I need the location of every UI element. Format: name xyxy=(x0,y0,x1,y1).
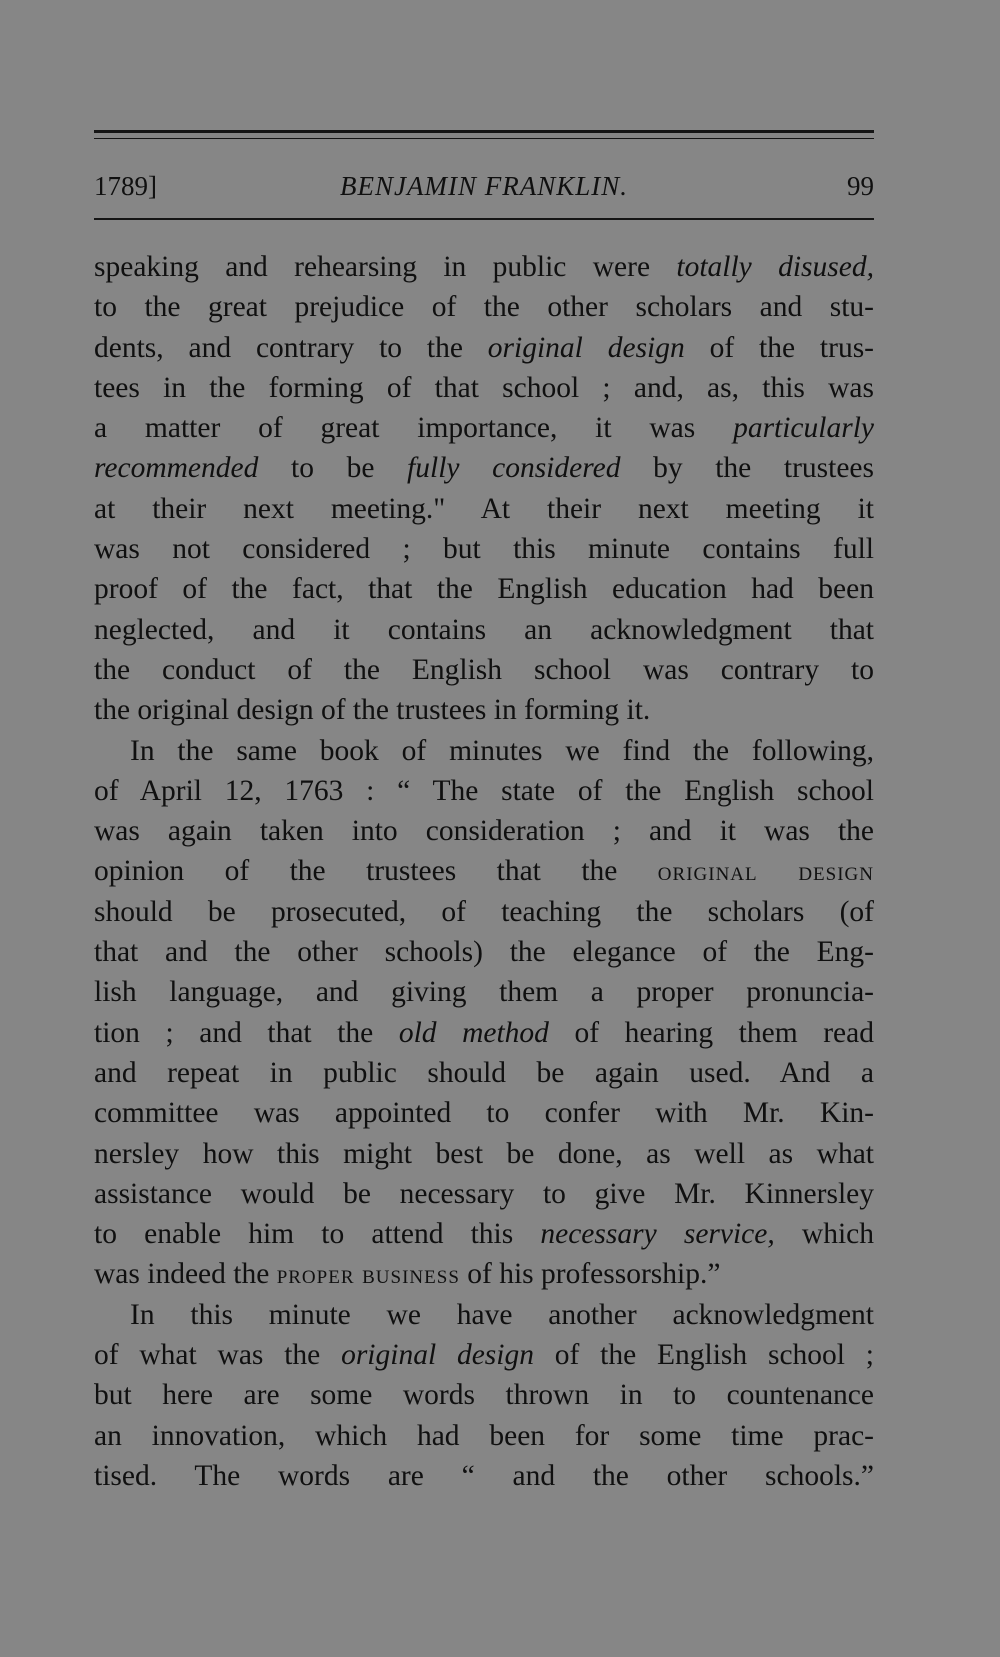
italic-text: old method xyxy=(398,1016,549,1049)
line-text: that and the other schools) the elegance of the Eng- xyxy=(94,936,874,969)
text-line xyxy=(94,610,874,650)
text-line xyxy=(94,569,874,609)
line-text: opinion of the trustees that the xyxy=(94,855,658,888)
line-text: speaking and rehearsing in public were xyxy=(94,251,677,283)
line-text: by the trustees xyxy=(620,452,874,485)
text-line xyxy=(94,1053,874,1093)
line-text: assistance would be necessary to give Mr. Kinnersley xyxy=(94,1177,874,1210)
text-line xyxy=(94,851,874,891)
line-text: tion ; and that the xyxy=(94,1016,399,1049)
text-line xyxy=(94,972,874,1012)
italic-text: original design xyxy=(487,331,685,364)
text-line xyxy=(94,1254,874,1294)
line-text: an innovation, which had been for some time prac- xyxy=(94,1419,874,1452)
line-text: In the same book of minutes we find the following, xyxy=(130,734,874,767)
line-text: of April 12, 1763 : “ The state of the English school xyxy=(94,774,874,807)
running-head-title: BENJAMIN FRANKLIN. xyxy=(340,171,628,201)
line-text: should be prosecuted, of teaching the scholars (of xyxy=(94,895,874,928)
line-text: lish language, and giving them a proper pronuncia- xyxy=(94,976,874,1009)
text-line xyxy=(94,1416,874,1456)
text-line xyxy=(94,650,874,690)
text-line xyxy=(94,892,874,932)
line-text: to be xyxy=(258,452,408,485)
italic-text: particularly xyxy=(733,412,874,445)
text-line xyxy=(94,1134,874,1174)
line-text: was indeed the xyxy=(94,1258,277,1291)
line-text: a matter of great importance, it was xyxy=(94,412,734,445)
line-text: of hearing them read xyxy=(548,1016,874,1049)
text-line xyxy=(94,690,874,730)
text-line xyxy=(94,448,874,488)
line-text: In this minute we have another acknowledgment xyxy=(130,1298,874,1331)
text-line xyxy=(94,1093,874,1133)
line-text: and repeat in public should be again used. And a xyxy=(94,1056,874,1089)
italic-text: original design xyxy=(341,1339,534,1372)
line-text: to the great prejudice of the other scholars and stu- xyxy=(94,291,874,324)
text-line xyxy=(94,1013,874,1053)
text-line xyxy=(94,368,874,408)
line-text: dents, and contrary to the xyxy=(94,331,488,364)
text-line xyxy=(94,932,874,972)
text-line xyxy=(94,731,874,771)
line-text: of the English school ; xyxy=(533,1339,874,1372)
line-text: was not considered ; but this minute contains full xyxy=(94,533,874,566)
text-line xyxy=(94,1375,874,1415)
line-text: to enable him to attend this xyxy=(94,1218,541,1251)
line-text: was again taken into consideration ; and it was the xyxy=(94,815,874,848)
italic-text: recommended xyxy=(94,452,259,485)
text-line xyxy=(94,529,874,569)
text-line xyxy=(94,1456,874,1496)
running-head-year: 1789] xyxy=(94,171,157,201)
text-line xyxy=(94,328,874,368)
line-text: neglected, and it contains an acknowledgment that xyxy=(94,613,874,646)
text-line xyxy=(94,811,874,851)
text-line xyxy=(94,408,874,448)
text-line xyxy=(94,1335,874,1375)
italic-text: fully considered xyxy=(407,452,621,485)
italic-text: necessary service, xyxy=(540,1218,775,1251)
line-text: of his professorship.” xyxy=(459,1258,721,1291)
page-number: 99 xyxy=(847,171,874,201)
small-caps-text: proper business xyxy=(276,1259,460,1290)
line-text: which xyxy=(774,1218,874,1251)
line-text: committee was appointed to confer with Mr. Kin- xyxy=(94,1097,874,1130)
line-text: the original design of the trustees in forming it. xyxy=(94,694,651,727)
line-text: at their next meeting." At their next meeting it xyxy=(94,492,874,525)
italic-text: totally disused, xyxy=(676,251,874,283)
top-rule xyxy=(94,130,874,133)
line-text: of the trus- xyxy=(684,331,875,364)
text-line xyxy=(94,287,874,327)
text-line xyxy=(94,771,874,811)
text-line xyxy=(94,489,874,529)
line-text: of what was the xyxy=(94,1339,342,1372)
line-text: nersley how this might best be done, as well as what xyxy=(94,1137,874,1170)
line-text: the conduct of the English school was contrary to xyxy=(94,653,874,686)
body-text xyxy=(94,247,874,1496)
text-line xyxy=(94,1214,874,1254)
line-text: proof of the fact, that the English education had been xyxy=(94,573,874,606)
header-rule xyxy=(94,218,874,220)
text-line xyxy=(94,1174,874,1214)
line-text: tised. The words are “ and the other schools.” xyxy=(94,1459,874,1492)
top-rule-thin xyxy=(94,138,874,139)
running-head xyxy=(94,166,874,206)
small-caps-text: original design xyxy=(657,856,874,887)
text-line xyxy=(94,247,874,287)
line-text: tees in the forming of that school ; and, as, this was xyxy=(94,371,874,404)
line-text: but here are some words thrown in to countenance xyxy=(94,1379,874,1412)
text-line xyxy=(94,1295,874,1335)
